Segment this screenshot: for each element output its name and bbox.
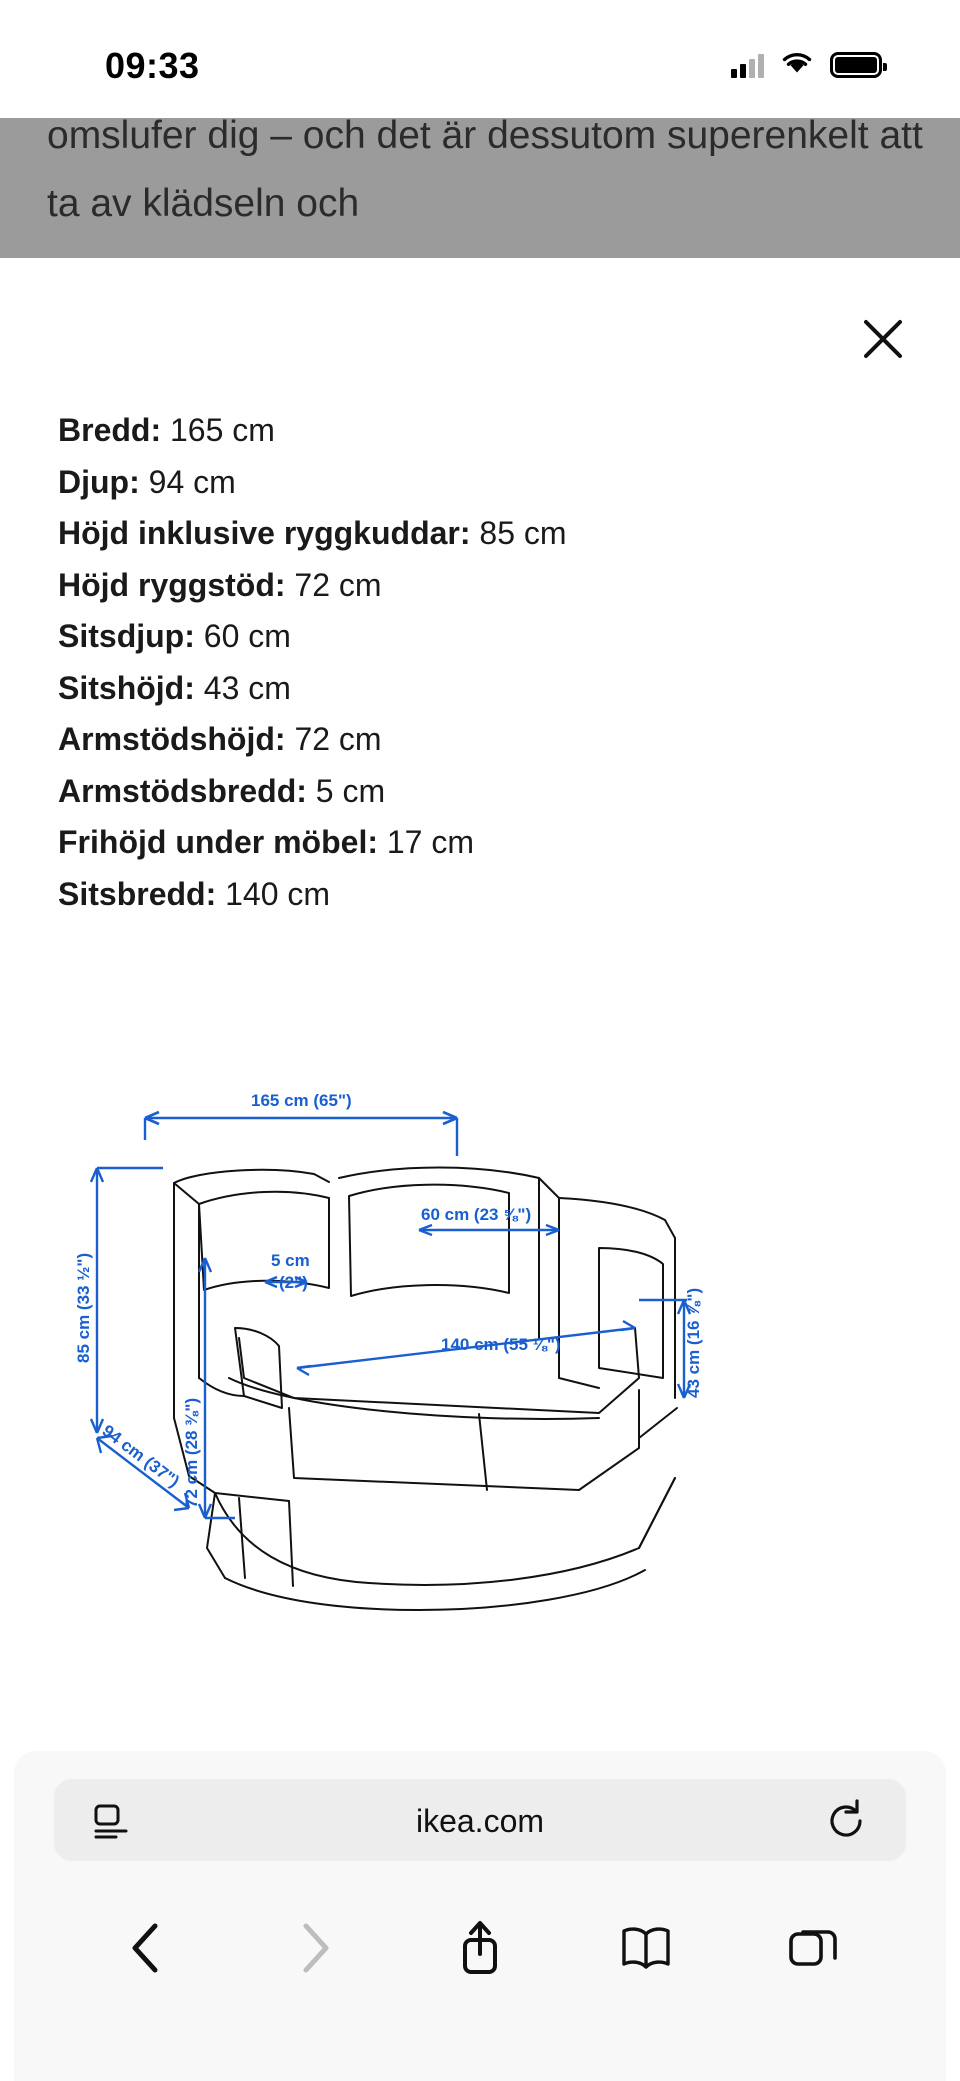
spec-row [58,817,898,869]
battery-icon [830,52,882,78]
diagram-label-width: 165 cm (65") [251,1091,352,1110]
spec-row [58,766,898,818]
diagram-label-seat-depth: 60 cm (23 ⅝") [421,1205,532,1224]
diagram-label-back-height: 72 cm (28 ⅜") [182,1397,201,1508]
status-icons [731,48,882,81]
share-icon[interactable] [445,1913,515,1983]
diagram-label-seat-width: 140 cm (55 ⅛") [441,1335,561,1354]
spec-label: Höjd ryggstöd: [58,566,286,603]
spec-row [58,663,898,715]
spec-value: 60 cm [203,618,291,654]
spec-row [58,560,898,612]
spec-label: Sitsdjup: [58,618,195,654]
spec-value: 140 cm [225,875,331,912]
cellular-signal-icon [731,52,764,78]
spec-row [58,508,898,560]
spec-row [58,405,898,457]
reload-icon[interactable] [824,1799,868,1848]
forward-chevron-icon [279,1913,349,1983]
spec-value: 165 cm [170,412,275,448]
dimensions-sheet [14,258,946,1752]
background-page-text: omslufer dig – och det är dessutom superenkelt att ta av klädseln och [47,118,923,225]
diagram-label-armrest-width-in: (2") [279,1273,308,1292]
tabs-icon[interactable] [778,1913,848,1983]
spec-value: 17 cm [386,824,475,860]
status-bar [0,0,960,120]
diagram-label-seat-height: 43 cm (16 ⅞") [684,1287,703,1398]
status-time: 09:33 [105,45,200,86]
specs-list [58,405,898,920]
spec-value: 94 cm [148,463,236,500]
spec-value: 72 cm [294,721,382,757]
url-text: ikea.com [415,1803,545,1839]
spec-row [58,457,898,509]
spec-row [58,611,898,663]
spec-label: Armstödshöjd: [58,721,286,757]
browser-nav-row [14,1893,946,2003]
back-chevron-icon[interactable] [112,1913,182,1983]
close-icon[interactable] [860,316,906,362]
dimension-diagram [39,1078,929,1638]
spec-label: Sitshöjd: [58,669,195,706]
spec-label: Djup: [58,463,140,500]
spec-label: Sitsbredd: [58,875,217,912]
spec-value: 85 cm [479,515,567,551]
diagram-label-depth: 94 cm (37") [98,1421,183,1492]
spec-value: 72 cm [294,566,382,603]
address-bar[interactable] [54,1779,906,1861]
spec-value: 43 cm [203,669,291,706]
wifi-icon [778,48,816,81]
book-icon[interactable] [611,1913,681,1983]
diagram-label-armrest-width: 5 cm [271,1251,310,1270]
spec-label: Armstödsbredd: [58,772,307,809]
background-page [0,118,960,258]
spec-label: Frihöjd under möbel: [58,824,378,860]
spec-label: Bredd: [58,412,162,448]
spec-row [58,869,898,921]
spec-row [58,714,898,766]
diagram-label-height: 85 cm (33 ½") [74,1252,93,1363]
spec-value: 5 cm [315,772,386,809]
browser-toolbar [14,1751,946,2081]
spec-label: Höjd inklusive ryggkuddar: [58,515,471,551]
